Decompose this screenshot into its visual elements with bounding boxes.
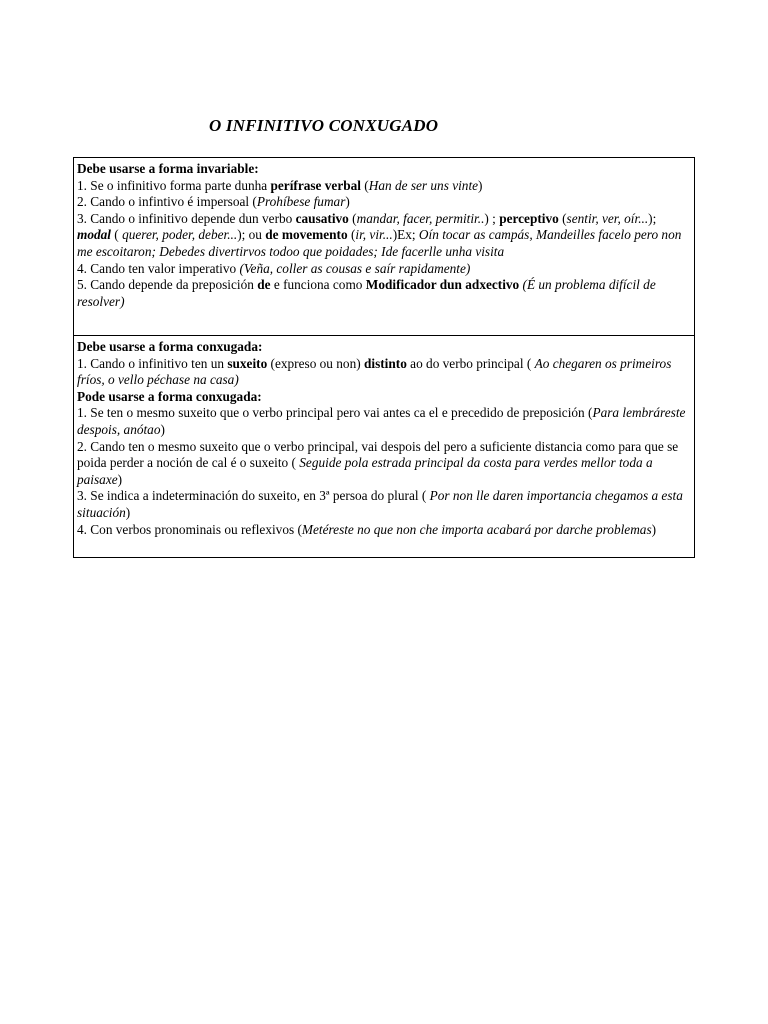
conxugada-may-heading: Pode usarse a forma conxugada:: [77, 388, 262, 404]
conxugada-must-rule-1: 1. Cando o infinitivo ten un suxeito (expreso ou non) distinto ao do verbo principal ( Ao chegaren os primeiros fríos, o vello péchase na casa): [77, 355, 672, 388]
invariable-rule-1: 1. Se o infinitivo forma parte dunha perífrase verbal (Han de ser uns vinte): [77, 177, 483, 193]
conxugada-cell: [74, 336, 694, 557]
rules-table: [73, 157, 695, 558]
invariable-rule-3: 3. Cando o infinitivo depende dun verbo causativo (mandar, facer, permitir..) ; perceptivo (sentir, ver, oír...); modal ( querer, poder, deber...); ou de movemento (ir, vir...)Ex; Oín tocar as campás, Mandeilles facelo pero non me escoitaron; Debedes divertirvos todoo que poidades; Ide facerlle unha visita: [77, 210, 682, 259]
conxugada-may-rule-3: 3. Se indica a indeterminación do suxeito, en 3ª persoa do plural ( Por non lle daren importancia chegamos a esta situación): [77, 488, 683, 520]
invariable-cell: [74, 158, 694, 336]
conxugada-may-rule-1: 1. Se ten o mesmo suxeito que o verbo principal pero vai antes ca el e precedido de preposición (Para lembráreste despois, anótao): [77, 405, 686, 437]
conxugada-may-rule-2: 2. Cando ten o mesmo suxeito que o verbo principal, vai despois del pero a suficiente distancia como para que se poida perder a noción de cal é o suxeito ( Seguide pola estrada principal da costa para verdes mellor toda a paisaxe): [77, 438, 679, 487]
invariable-rule-5: 5. Cando depende da preposición de e funciona como Modificador dun adxectivo (É un problema difícil de resolver): [77, 277, 656, 309]
invariable-rule-2: 2. Cando o infintivo é impersoal (Prohíbese fumar): [77, 194, 350, 210]
document-title: O INFINITIVO CONXUGADO: [209, 116, 439, 135]
invariable-rule-4: 4. Cando ten valor imperativo (Veña, coller as cousas e saír rapidamente): [77, 260, 471, 276]
conxugada-may-rule-4: 4. Con verbos pronominais ou reflexivos (Metéreste no que non che importa acabará por darche problemas): [77, 521, 657, 537]
invariable-heading: Debe usarse a forma invariable:: [77, 161, 259, 176]
conxugada-must-heading: Debe usarse a forma conxugada:: [77, 339, 263, 354]
